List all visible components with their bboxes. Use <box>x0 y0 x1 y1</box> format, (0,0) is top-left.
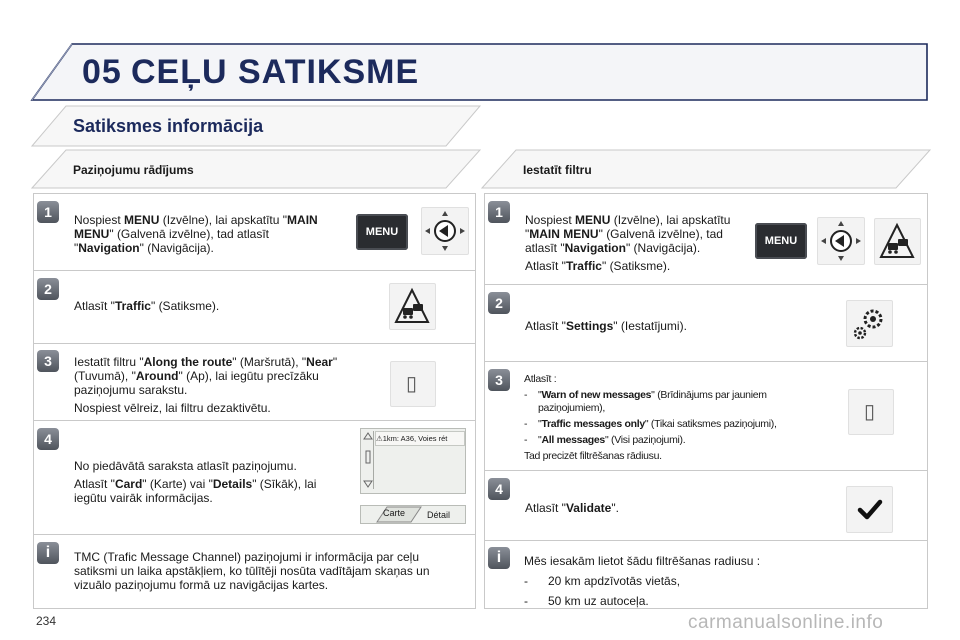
divider <box>484 540 928 541</box>
bullet-dash: - <box>524 418 528 430</box>
text-segment: 20 km apdzīvotās vietās, <box>548 574 681 588</box>
text-bold: MENU <box>575 213 611 227</box>
card-button: Carte <box>383 508 406 518</box>
text-bold: Details <box>212 477 253 491</box>
left-step4-text <box>74 459 344 509</box>
text-segment: Atlasīt " <box>74 477 115 491</box>
alert-list-item <box>375 431 465 446</box>
text-segment: Nospiest <box>525 213 576 227</box>
menu-button: MENU <box>755 223 807 259</box>
right-info-text <box>524 554 854 608</box>
text-segment: " (Maršrutā), " <box>232 355 307 369</box>
divider <box>484 361 928 362</box>
left-step3-text <box>74 355 344 419</box>
warning-icon: ⚠ <box>376 434 383 443</box>
text-segment: " <box>538 389 542 401</box>
text-line: Atlasīt : <box>524 373 557 385</box>
filter-placeholder-icon <box>390 361 436 407</box>
info-badge: i <box>488 547 510 569</box>
divider <box>33 343 476 344</box>
text-segment: " (Iestatījumi). <box>613 319 687 333</box>
text-bold: MAIN MENU <box>74 213 318 241</box>
radius-recommendation <box>524 574 854 588</box>
text-bold: Navigation <box>78 241 140 255</box>
nav-dial-icon <box>421 207 469 255</box>
divider <box>484 284 928 285</box>
text-segment: " (Ap), lai iegūtu precīzāku paziņojumu sarakstu. <box>74 369 319 397</box>
traffic-icon <box>389 283 436 330</box>
text-segment: " <box>538 434 542 446</box>
text-bold: Validate <box>565 501 612 515</box>
divider <box>484 470 928 471</box>
divider <box>33 420 476 421</box>
divider <box>33 270 476 271</box>
right-column-heading: Iestatīt filtru <box>523 163 592 177</box>
alert-text: 1km: A36, Voies rét <box>382 434 448 443</box>
text-segment: " (Navigācija). <box>139 241 214 255</box>
screen-scrollbar <box>363 431 374 489</box>
text-segment: " (Sīkāk), lai iegūtu vairāk informācijas. <box>74 477 317 505</box>
bullet-dash: - <box>524 434 528 446</box>
text-bold: Along the route <box>143 355 233 369</box>
text-segment: (Izvēlne), lai apskatītu " <box>159 213 288 227</box>
text-segment: Atlasīt " <box>525 501 566 515</box>
traffic-icon <box>874 218 921 265</box>
nav-dial-icon <box>817 217 865 265</box>
left-step2-text <box>74 299 336 313</box>
text-bold: Traffic <box>565 259 602 273</box>
step-badge: 2 <box>37 278 59 300</box>
text-bold: Traffic <box>114 299 151 313</box>
bullet-dash: - <box>524 389 528 401</box>
chapter-title: CEĻU SATIKSME <box>131 53 420 91</box>
step-badge: 3 <box>488 369 510 391</box>
text-bold: Around <box>135 369 179 383</box>
text-bold: Warn of new messages <box>541 389 652 401</box>
filter-option <box>524 434 824 447</box>
text-segment: 50 km uz autoceļa. <box>548 594 649 608</box>
left-column-heading: Paziņojumu rādījums <box>73 163 194 177</box>
step-badge: 3 <box>37 350 59 372</box>
validate-check-icon <box>846 486 893 533</box>
text-bold: Card <box>114 477 143 491</box>
text-segment: " (Galvenā izvēlne), tad atlasīt " <box>74 227 270 255</box>
text-bold: Navigation <box>564 241 626 255</box>
text-segment: " <box>538 418 542 430</box>
placeholder-glyph: ▯ <box>864 401 876 423</box>
text-segment: " (Brīdinājums par jauniem paziņojumiem), <box>538 389 767 414</box>
text-line: No piedāvātā saraksta atlasīt paziņojumu. <box>74 459 297 473</box>
text-bold: Settings <box>565 319 614 333</box>
step-badge: 2 <box>488 292 510 314</box>
text-segment: " (Karte) vai " <box>142 477 213 491</box>
right-step2-text <box>525 319 785 333</box>
watermark: carmanualsonline.info <box>688 612 884 633</box>
text-segment: Atlasīt " <box>525 259 566 273</box>
right-step1-text <box>525 213 755 277</box>
text-segment: Atlasīt " <box>74 299 115 313</box>
text-line: Mēs iesakām lietot šādu filtrēšanas radiusu : <box>524 554 761 568</box>
right-step4-text <box>525 501 785 515</box>
settings-gear-icon <box>846 300 893 347</box>
placeholder-glyph: ▯ <box>406 373 418 395</box>
text-segment: " (Galvenā izvēlne), tad atlasīt " <box>525 227 723 255</box>
text-bold: MENU <box>124 213 160 227</box>
text-bold: All messages <box>541 434 605 446</box>
text-segment: " (Visi paziņojumi). <box>604 434 686 446</box>
detail-button: Détail <box>427 510 451 520</box>
page-number: 234 <box>36 614 57 628</box>
filter-option <box>524 389 824 415</box>
bullet-dash: - <box>524 594 528 608</box>
text-bold: MAIN MENU <box>529 227 599 241</box>
text-line: Tad precizēt filtrēšanas rādiusu. <box>524 450 662 462</box>
left-info-text: TMC (Trafic Message Channel) paziņojumi ir informācija par ceļu satiksmi un laika apstākļiem, ko tūlītēji nosūta vadītājam skaņas un vizuālo paziņojumu formā uz navigācijas kartes. <box>74 550 430 592</box>
text-segment: (Izvēlne), lai apskatītu " <box>525 213 731 241</box>
text-line: Nospiest vēlreiz, lai filtru dezaktivētu. <box>74 401 271 415</box>
menu-button: MENU <box>356 214 408 250</box>
step-badge: 4 <box>37 428 59 450</box>
divider <box>33 534 476 535</box>
text-segment: " (Navigācija). <box>625 241 701 255</box>
text-segment: Atlasīt " <box>525 319 566 333</box>
filter-placeholder-icon <box>848 389 894 435</box>
right-step3-text <box>524 373 824 463</box>
filter-option <box>524 418 824 431</box>
bullet-dash: - <box>524 574 528 588</box>
radius-recommendation <box>524 594 854 608</box>
text-segment: ". <box>611 501 619 515</box>
text-bold: Traffic messages only <box>541 418 645 430</box>
text-segment: " (Tuvumā), " <box>74 355 338 383</box>
text-segment: " (Tikai satiksmes paziņojumi), <box>644 418 777 430</box>
text-segment: " (Satiksme). <box>601 259 671 273</box>
text-segment: " (Satiksme). <box>150 299 220 313</box>
step-badge: 4 <box>488 478 510 500</box>
section-title: Satiksmes informācija <box>73 116 264 136</box>
step-badge: 1 <box>488 201 510 223</box>
chapter-number: 05 <box>82 53 122 91</box>
info-badge: i <box>37 542 59 564</box>
text-bold: Near <box>306 355 333 369</box>
step-badge: 1 <box>37 201 59 223</box>
screen-button-bar <box>360 505 466 524</box>
left-step1-text <box>74 213 336 255</box>
traffic-message-screen <box>360 428 466 494</box>
text-segment: Nospiest <box>74 213 125 227</box>
text-segment: Iestatīt filtru " <box>74 355 144 369</box>
